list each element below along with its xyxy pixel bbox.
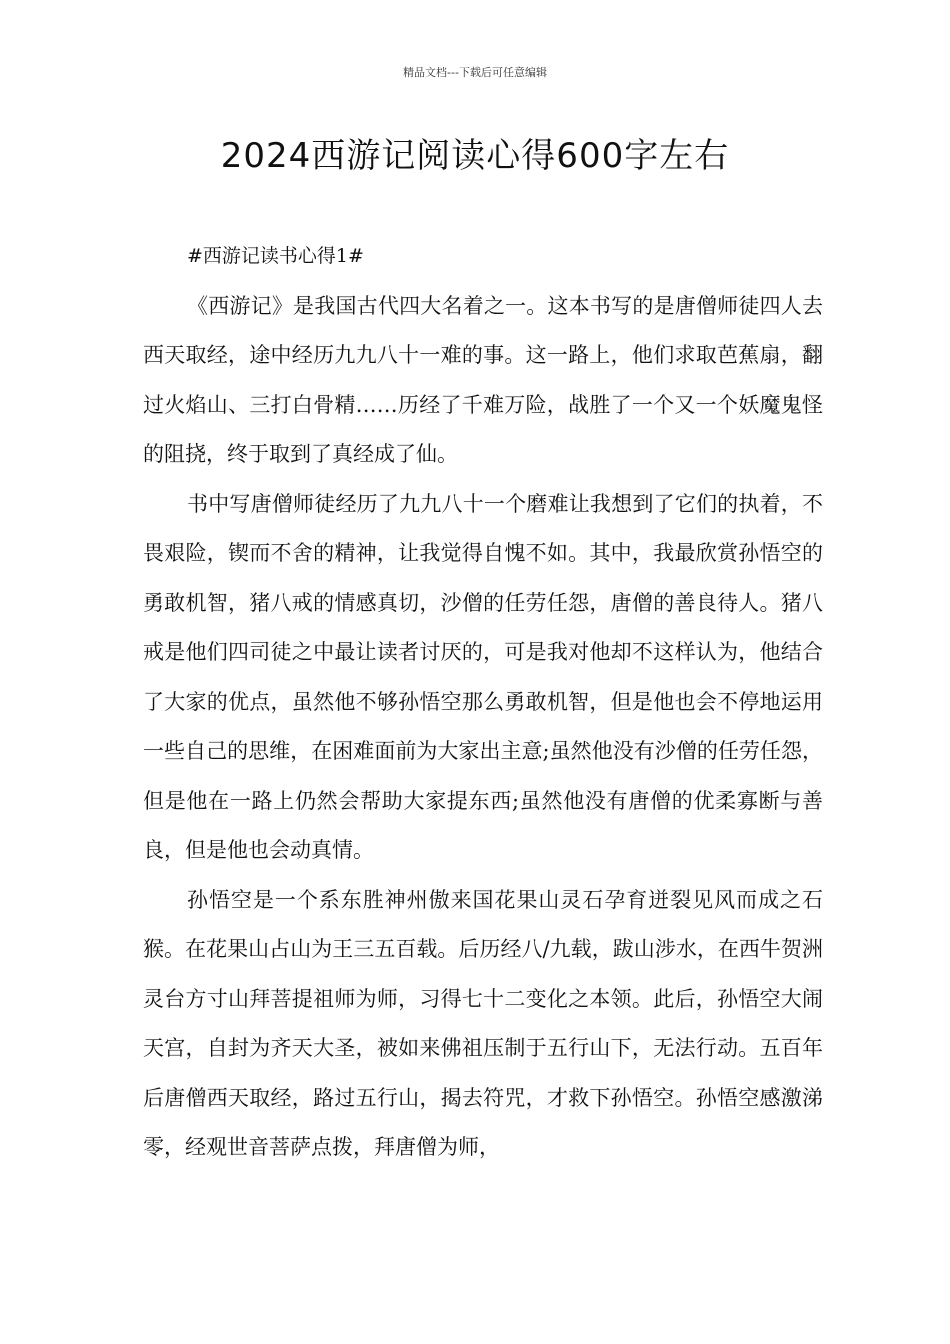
header-note: 精品文档---下载后可任意编辑: [403, 66, 547, 79]
paragraph-1: 《西游记》是我国古代四大名着之一。这本书写的是唐僧师徒四人去西天取经，途中经历九九八十一难的事。这一路上，他们求取芭蕉扇，翻过火焰山、三打白骨精……历经了千难万险，战胜了一个又一个妖魔鬼怪的阻挠，终于取到了真经成了仙。: [143, 293, 823, 466]
paragraph-3: 孙悟空是一个系东胜神州傲来国花果山灵石孕育迸裂见风而成之石猴。在花果山占山为王三五百载。后历经八/九载，跋山涉水，在西牛贺洲灵台方寸山拜菩提祖师为师，习得七十二变化之本领。此后，孙悟空大闹天宫，自封为齐天大圣，被如来佛祖压制于五行山下，无法行动。五百年后唐僧西天取经，路过五行山，揭去符咒，才救下孙悟空。孙悟空感激涕零，经观世音菩萨点拨，拜唐僧为师，: [143, 887, 823, 1159]
document-title: 2024西游记阅读心得600字左右: [220, 136, 730, 176]
document-body: [143, 232, 823, 1173]
section-subheading: #西游记读书心得1#: [187, 245, 364, 267]
paragraph-2: 书中写唐僧师徒经历了九九八十一个磨难让我想到了它们的执着，不畏艰险，锲而不舍的精神，让我觉得自愧不如。其中，我最欣赏孙悟空的勇敢机智，猪八戒的情感真切，沙僧的任劳任怨，唐僧的善良待人。猪八戒是他们四司徒之中最让读者讨厌的，可是我对他却不这样认为，他结合了大家的优点，虽然他不够孙悟空那么勇敢机智，但是他也会不停地运用一些自己的思维，在困难面前为大家出主意;虽然他没有沙僧的任劳任怨，但是他在一路上仍然会帮助大家提东西;虽然他没有唐僧的优柔寡断与善良，但是他也会动真情。: [143, 491, 823, 862]
